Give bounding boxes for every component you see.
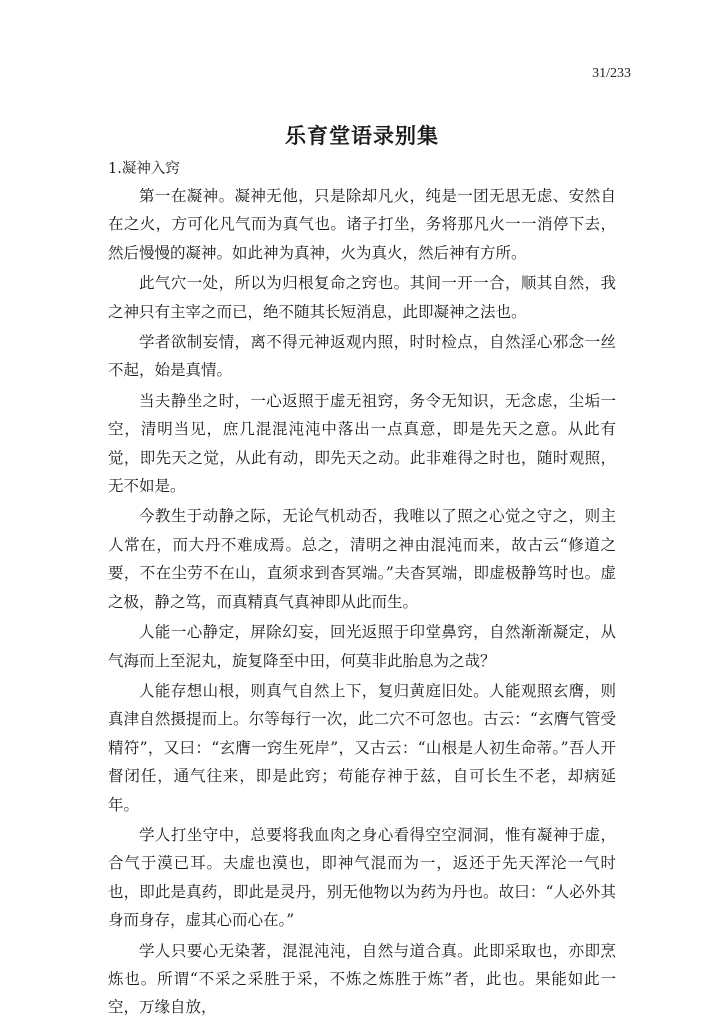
paragraph: 此气穴一处，所以为归根复命之窍也。其间一开一合，顺其自然，我之神只有主宰之而已，绝不随其长短消息，此即凝神之法也。 bbox=[108, 274, 616, 321]
paragraph: 人能存想山根，则真气自然上下，复归黄庭旧处。人能观照玄膺，则真津自然摄提而上。尔等每行一次，此二穴不可忽也。古云：“玄膺气管受精符”，又曰：“玄膺一窍生死岸”，又古云：“山根是人初生命蒂。”吾人开督闭任，通气往来，即是此窍；苟能存神于兹，自可长生不老，却病延年。 bbox=[108, 681, 616, 814]
paragraph: 学人只要心无染著，混混沌沌，自然与道合真。此即采取也，亦即烹炼也。所谓“不采之采胜于采，不炼之炼胜于炼”者，此也。果能如此一空，万缘自放， bbox=[108, 941, 616, 1017]
paragraph: 今教生于动静之际，无论气机动否，我唯以了照之心觉之守之，则主人常在，而大丹不难成焉。总之，清明之神由混沌而来，故古云“修道之要，不在尘劳不在山，直须求到杳冥端。”夫杳冥端，即虚极静笃时也。虚之极，静之笃，而真精真气真神即从此而生。 bbox=[108, 507, 616, 611]
paragraph: 当夫静坐之时，一心返照于虚无祖窍，务令无知识，无念虑，尘垢一空，清明当见，庶几混混沌沌中落出一点真意，即是先天之意。从此有觉，即先天之觉，从此有动，即先天之动。此非难得之时也，随时观照，无不如是。 bbox=[108, 391, 616, 496]
document-title: 乐育堂语录别集 bbox=[285, 123, 439, 148]
paragraph: 学人打坐守中，总要将我血肉之身心看得空空洞洞，惟有凝神于虚，合气于漠已耳。夫虚也漠也，即神气混而为一，返还于先天浑沦一气时也，即此是真药，即此是灵丹，别无他物以为药为丹也。故曰：“人必外其身而身存，虚其心而心在。” bbox=[108, 825, 616, 930]
section-heading: 1.凝神入窍 bbox=[108, 161, 180, 177]
paragraph: 第一在凝神。凝神无他，只是除却凡火，纯是一团无思无虑、安然自在之火，方可化凡气而为真气也。诸子打坐，务将那凡火一一消停下去，然后慢慢的凝神。如此神为真神，火为真火，然后神有方所。 bbox=[108, 187, 616, 262]
paragraph: 人能一心静定，屏除幻妄，回光返照于印堂鼻窍，自然渐渐凝定，从气海而上至泥丸，旋复降至中田，何莫非此胎息为之哉？ bbox=[108, 623, 616, 670]
page-number: 31/233 bbox=[592, 66, 631, 81]
paragraph: 学者欲制妄情，离不得元神返观内照，时时检点，自然淫心邪念一丝不起，始是真情。 bbox=[108, 333, 616, 380]
body-text bbox=[108, 182, 616, 1024]
